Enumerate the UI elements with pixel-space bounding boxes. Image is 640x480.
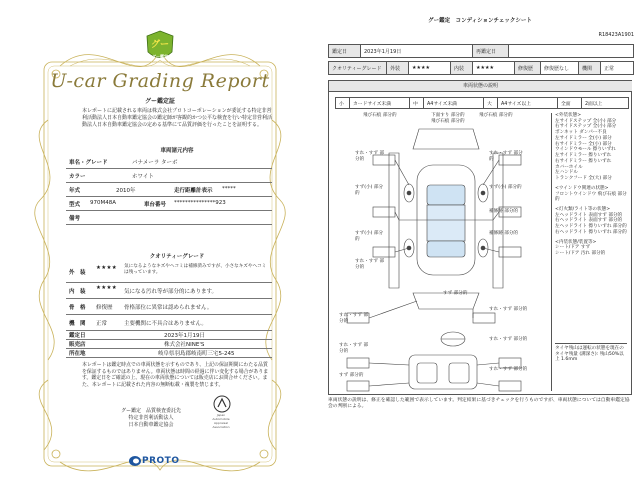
address-row (66, 348, 272, 358)
goo-kantei-badge (145, 30, 175, 64)
frame-label: 骨 格 (69, 305, 86, 311)
glass-heading: <ウインドウ関連の状態> (555, 185, 609, 191)
lights-line-3: 右ヘッドライト 擦りいずれ 部分的 (555, 229, 627, 235)
type-label: 型式 (69, 202, 81, 208)
callout-front-left: 飛び石痕 部分的 (363, 113, 397, 118)
condition-check-sheet (320, 0, 640, 480)
interior-text: 気になる汚れ等が部分的にあります。 (124, 289, 218, 295)
size-xl-desc: 2面以上 (585, 102, 603, 107)
interior-line-1: シート/ドア 汚れ 部分的 (555, 251, 606, 257)
glass-line: フロントウインドウ 飛び石痕 部分的 (555, 191, 627, 203)
callout-interior-2: すれ・すず 部分的 (339, 313, 369, 324)
tire-note: タイヤ残山は運転の状態を現在のタイヤ残量 (溝深さ): 残山50%以上 1.6mm (555, 343, 627, 363)
certificate-subtitle: グー鑑定証 (144, 98, 175, 105)
intro-text: 本レポートに記載される車両は株式会社プロトコーポレーションが委託する特定非営利活動法人日本自動車鑑定協会の鑑定師が客観的かつ公平な検査を行い特定非営利活動法人日本自動車鑑定協会の定める基準にて品質評価を行ったことを証明する。 (82, 108, 273, 128)
callout-interior-3: すれ・すず 部分的 (489, 337, 528, 342)
sheet-date-value: 2023年1月19日 (361, 45, 473, 57)
quality-section-heading: クオリティーグレード (149, 254, 205, 260)
size-large: 大 (484, 98, 498, 108)
interior-row (66, 282, 272, 299)
callout-right-3: 補修跡 部分的 (489, 209, 519, 214)
callout-right-1: すれ・すず 部分的 (489, 151, 523, 162)
color-row (66, 168, 272, 183)
frame-row (66, 298, 272, 315)
legend-line-10: 左ハンドル (555, 170, 578, 176)
mileage-value: ***** (222, 186, 236, 192)
legend-line-1: 左サイドステップ 全(小) 部分 (555, 118, 617, 124)
lights-heading: <灯火類/ライト等の状態> (555, 207, 611, 213)
interior-label: 内 装 (69, 289, 86, 295)
callout-rear: すず 部分的 (443, 291, 468, 296)
interior-line-0: シート/ドア すず (555, 245, 591, 251)
proto-logo-icon (128, 455, 142, 467)
report-title: U-car Grading Report (50, 70, 270, 92)
callout-interior-5: すれ・すず 部分的 (489, 367, 528, 372)
grade-grid-row (328, 61, 634, 75)
sheet-date-label: 鑑定日 (329, 45, 361, 57)
legend-panel (551, 113, 629, 391)
sheet-repair-value: 修復歴なし (541, 62, 579, 74)
seal-line-3: 日本自動車鑑定協会 (128, 421, 174, 428)
legend-line-4: 左サイドミラー 全(小) 部分 (555, 135, 612, 141)
callout-front-right: 飛び石痕 部分的 (479, 113, 513, 118)
proto-brand: PROTO (142, 456, 180, 466)
document-number: R18423A1901 (598, 32, 634, 38)
callout-interior-6: すず 部分的 (339, 373, 364, 378)
year-label: 年式 (69, 188, 81, 194)
seal-line-2: 特定非営利活動法人 (128, 414, 174, 421)
callout-interior-4: すれ・すず 部分的 (339, 343, 369, 354)
size-mid-desc: A4サイズ未満 (424, 98, 484, 108)
callout-right-4: 補修跡 部分的 (489, 231, 519, 236)
remarks-row (66, 210, 272, 225)
color-value: ホワイト (132, 174, 154, 180)
recheck-value (509, 45, 633, 57)
grade-label: クオリティーグレード (329, 62, 387, 74)
machine-label: 機 関 (69, 321, 86, 327)
jaaa-caption: Japan Automobile Appraisal Association (212, 413, 230, 429)
date-value: 2023年1月19日 (164, 333, 205, 339)
legend-line-11: トランクフード 全(大) 部分 (555, 176, 612, 182)
lights-line-0: 左ヘッドライト 表面すず 部分的 (555, 212, 623, 218)
lights-line-1: 右ヘッドライト 表面すず 部分的 (555, 218, 623, 224)
legend-line-3: ボンネット ダンパー不良 (555, 130, 607, 136)
sheet-footnote: 車両状態の説明は、修正を確認した範囲で表示しています。判定結果に基づきチェックを行うものですが、車両状態については自動車鑑定協会の判断による。 (328, 398, 630, 410)
sheet-machine-label: 機関 (579, 62, 601, 74)
address-value: 岐阜県羽島郡岐南町三宅5-245 (158, 351, 235, 357)
dealer-value: 株式会社NINE'S (164, 342, 205, 348)
exterior-text: 気になるようなキズやヘコミは補修済みですが、小さなキズやヘコミは残っています。 (124, 264, 267, 275)
jaaa-logo-icon (212, 394, 232, 414)
legend-line-9: カバーホイル (555, 164, 583, 170)
legend-line-0: <外装状態> (555, 113, 582, 118)
color-label: カラー (69, 174, 86, 180)
footnote-text: 本レポートは鑑定時点での車両状態を示すものであり、上記の保証期間にわたる品質を保証するものではありません。車両状態は時間の経過に伴い変化する場合があります。鑑定日をご確認の上、現在の車両状態については販売店にお問合せください。また、本レポートに記載された内容の無断転載・複製を禁じます。 (82, 362, 269, 388)
interior-heading: <内装状態/装置等> (555, 239, 597, 245)
size-legend (335, 97, 629, 109)
callout-left-2: すず(小) 部分的 (355, 185, 384, 196)
size-small: 小 (336, 98, 350, 108)
interior-stars: ★★★★ (96, 285, 117, 291)
callout-interior-1: すれ・すず 部分的 (489, 307, 528, 312)
svg-text:グー: グー (150, 40, 170, 50)
callout-left-3: すず(小) 部分的 (355, 231, 384, 242)
legend-line-8: 右サイドミラー 擦りいずれ (555, 158, 612, 164)
legend-line-7: 左サイドミラー 擦りいずれ (555, 153, 612, 159)
machine-row (66, 314, 272, 331)
sheet-repair-label: 修復歴 (515, 62, 541, 74)
badge-label: グー鑑定 (152, 54, 168, 59)
lights-line-2: 左ヘッドライト 擦りいずれ 部分的 (555, 224, 627, 230)
sheet-exterior-label: 外装 (387, 62, 409, 74)
size-large-desc: A4サイズ以上 (498, 98, 558, 108)
size-mid: 中 (410, 98, 424, 108)
address-label: 所在地 (69, 351, 86, 357)
size-small-desc: カードサイズ未満 (350, 98, 410, 108)
legend-line-6: ウインドウモール 擦りいずれ (555, 147, 616, 153)
machine-text: 主要機関に不具合はありません。 (124, 321, 207, 327)
seal-text (96, 408, 206, 428)
model-row (66, 154, 272, 169)
legend-line-5: 右サイドミラー 全(小) 部分 (555, 141, 612, 147)
callout-left-1: すれ・すず 部分的 (355, 151, 385, 162)
date-label: 鑑定日 (69, 333, 86, 339)
year-value: 2010年 (116, 188, 136, 194)
exterior-stars: ★★★★ (96, 265, 117, 271)
exterior-row (66, 262, 272, 283)
sheet-machine-value: 正常 (604, 66, 615, 72)
dealer-label: 販売店 (69, 342, 86, 348)
status-heading: 車両状態の説明 (329, 81, 632, 92)
size-xl: 全面 (558, 98, 582, 108)
vin-value: ***************923 (174, 200, 226, 206)
mileage-label: 走行距離計表示 (174, 188, 213, 194)
exterior-label: 外 装 (69, 270, 86, 276)
vehicle-section-heading: 車両諸元内容 (160, 148, 194, 154)
year-row (66, 182, 272, 197)
callout-front-center: 下面すり 部分的 飛び石痕 部分的 (431, 113, 465, 124)
model-label: 車名・グレード (69, 160, 108, 166)
vehicle-state-box (328, 80, 632, 395)
sheet-title: グー鑑定 コンディションチェックシート (428, 18, 532, 24)
sheet-interior-stars: ★★★★ (473, 62, 515, 74)
date-grid-row (328, 44, 634, 58)
callout-right-2: すず(小) 部分的 (489, 185, 522, 190)
legend-line-2: 右サイドステップ 全(小) 部分 (555, 124, 617, 130)
sheet-exterior-stars: ★★★★ (409, 62, 451, 74)
callout-left-4: すれ・すず 部分的 (355, 259, 385, 270)
remarks-label: 備考 (69, 216, 81, 222)
type-value: 970M48A (90, 200, 117, 206)
type-row (66, 196, 272, 211)
vin-label: 車台番号 (144, 202, 167, 208)
model-value: パナメーラ ターボ (132, 160, 178, 166)
recheck-label: 再鑑定日 (473, 45, 509, 57)
frame-status: 修復歴 (96, 305, 113, 311)
frame-text: 骨格部位に異常は認められません。 (124, 305, 213, 311)
sheet-interior-label: 内装 (451, 62, 473, 74)
seal-line-1: グー鑑定 品質検査委託先 (120, 408, 181, 414)
machine-status: 正常 (96, 321, 108, 327)
